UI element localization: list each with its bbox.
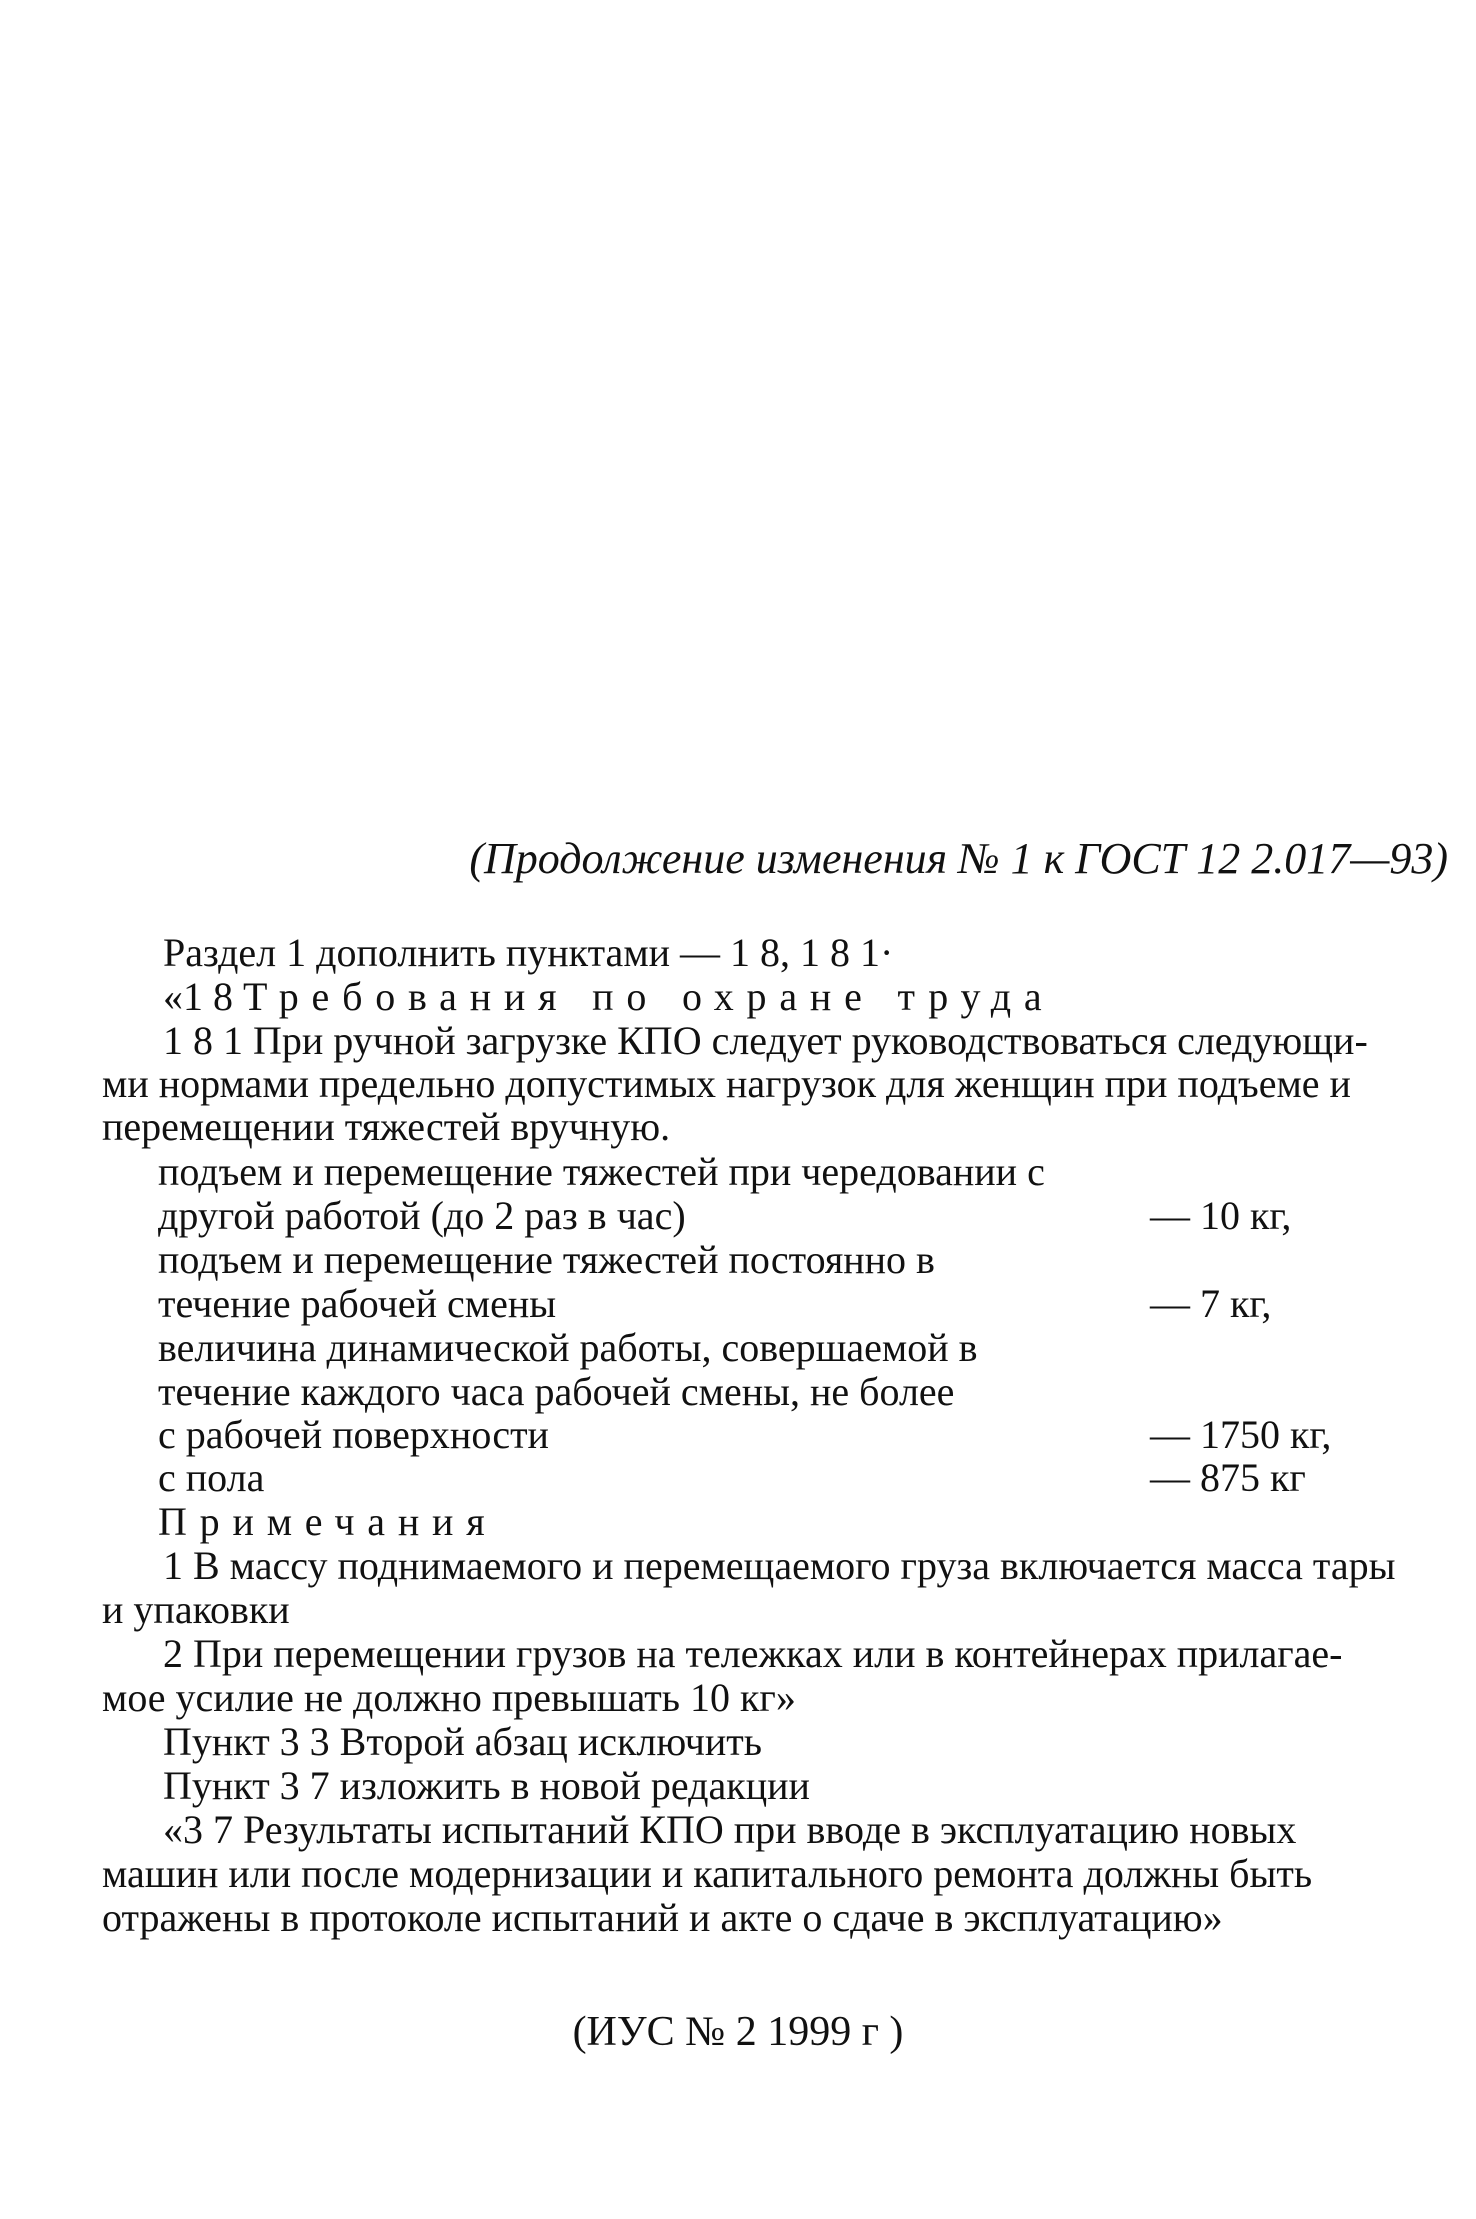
norm-row-label: другой работой (до 2 раз в час) — [158, 1193, 686, 1238]
norm-row-value: — 7 кг, — [1150, 1281, 1272, 1326]
subsection-number: «1 8 — [163, 974, 243, 1019]
paragraph-line: Пункт 3 7 изложить в новой редакции — [163, 1763, 810, 1808]
paragraph-line: машин или после модернизации и капитального ремонта должны быть — [102, 1851, 1313, 1896]
page-header: (Продолжение изменения № 1 к ГОСТ 12 2.017—93) — [469, 834, 1448, 883]
paragraph-line: ми нормами предельно допустимых нагрузок для женщин при подъеме и — [102, 1061, 1351, 1106]
paragraph-line: отражены в протоколе испытаний и акте о сдаче в эксплуатацию» — [102, 1895, 1223, 1940]
norm-row-value: — 875 кг — [1150, 1455, 1306, 1500]
subsection-title: Требования по охране труда — [243, 974, 1055, 1019]
norm-row-label: течение каждого часа рабочей смены, не более — [158, 1369, 955, 1414]
paragraph-section-addition: Раздел 1 дополнить пунктами — 1 8, 1 8 1· — [163, 930, 894, 975]
paragraph-line: 1 8 1 При ручной загрузке КПО следует руководствоваться следующи- — [163, 1018, 1368, 1063]
norm-row-label: подъем и перемещение тяжестей постоянно в — [158, 1237, 935, 1282]
note-line: мое усилие не должно превышать 10 кг» — [102, 1675, 796, 1720]
subsection-heading — [163, 974, 1055, 1019]
norm-row-label: течение рабочей смены — [158, 1281, 557, 1326]
note-line: 2 При перемещении грузов на тележках или в контейнерах прилагае- — [163, 1631, 1343, 1676]
page-footer: (ИУС № 2 1999 г ) — [572, 2009, 904, 2055]
norm-row-label: величина динамической работы, совершаемой в — [158, 1325, 978, 1370]
note-line: и упаковки — [102, 1587, 290, 1632]
notes-title: Примечания — [158, 1499, 498, 1544]
paragraph-line: Пункт 3 3 Второй абзац исключить — [163, 1719, 762, 1764]
paragraph-line: «3 7 Результаты испытаний КПО при вводе в эксплуатацию новых — [163, 1807, 1297, 1852]
norm-row-value: — 10 кг, — [1150, 1193, 1292, 1238]
norm-row-label: с пола — [158, 1455, 265, 1500]
note-line: 1 В массу поднимаемого и перемещаемого груза включается масса тары — [163, 1543, 1396, 1588]
paragraph-line: перемещении тяжестей вручную. — [102, 1104, 671, 1149]
norm-row-label: с рабочей поверхности — [158, 1412, 549, 1457]
norm-row-value: — 1750 кг, — [1150, 1412, 1332, 1457]
norm-row-label: подъем и перемещение тяжестей при чередовании с — [158, 1149, 1045, 1194]
